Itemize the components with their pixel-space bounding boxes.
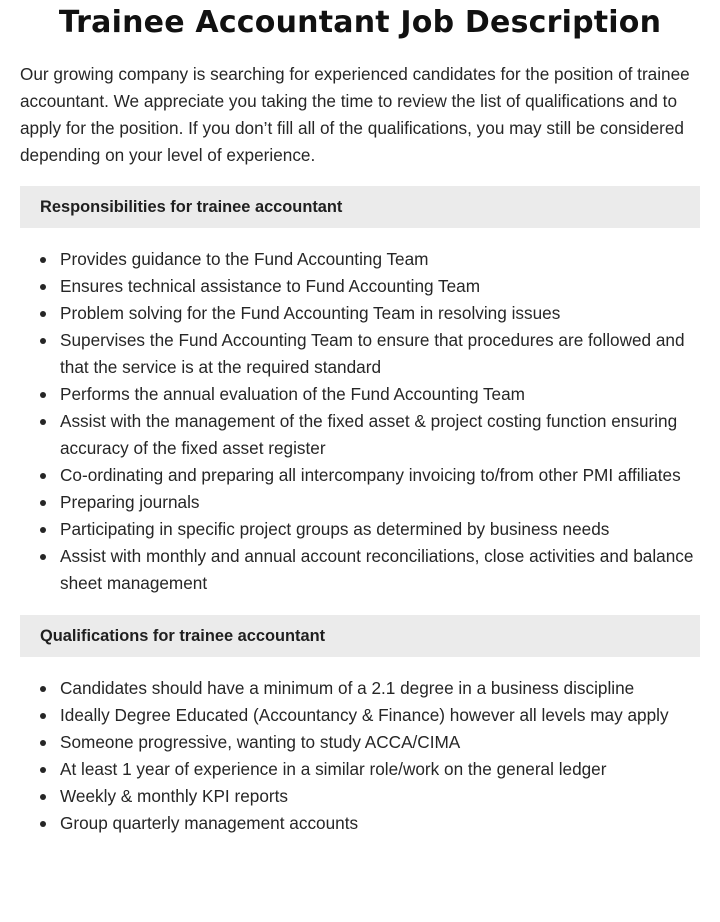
list-item: [60, 300, 700, 327]
qualifications-list: [20, 675, 700, 837]
list-item-text: Candidates should have a minimum of a 2.1 degree in a business discipline: [60, 678, 635, 698]
list-item-text: Someone progressive, wanting to study ACCA/CIMA: [60, 732, 461, 752]
list-item: [60, 543, 700, 597]
bullet-icon: [40, 821, 46, 827]
list-item: [60, 489, 700, 516]
list-item: [60, 756, 700, 783]
bullet-icon: [40, 500, 46, 506]
list-item: [60, 246, 700, 273]
bullet-icon: [40, 794, 46, 800]
bullet-icon: [40, 554, 46, 560]
list-item-text: Participating in specific project groups as determined by business needs: [60, 519, 610, 539]
list-item-text: Performs the annual evaluation of the Fund Accounting Team: [60, 384, 525, 404]
responsibilities-header: Responsibilities for trainee accountant: [20, 186, 700, 228]
list-item: [60, 381, 700, 408]
list-item-text: Preparing journals: [60, 492, 200, 512]
bullet-icon: [40, 767, 46, 773]
list-item: [60, 702, 700, 729]
intro-paragraph: Our growing company is searching for experienced candidates for the position of trainee accountant. We appreciate you taking the time to review the list of qualifications and to apply for the position. If you don’t fill all of the qualifications, you may still be considered depending on your level of experience.: [20, 64, 690, 165]
list-item: [60, 462, 700, 489]
list-item-text: At least 1 year of experience in a similar role/work on the general ledger: [60, 759, 607, 779]
list-item-text: Weekly & monthly KPI reports: [60, 786, 288, 806]
page-title: Trainee Accountant Job Description: [58, 5, 662, 40]
list-item-text: Ensures technical assistance to Fund Accounting Team: [60, 276, 481, 296]
list-item: [60, 327, 700, 381]
qualifications-header: Qualifications for trainee accountant: [20, 615, 700, 657]
list-item: [60, 783, 700, 810]
list-item-text: Assist with the management of the fixed asset & project costing function ensuring accuracy of the fixed asset register: [60, 411, 678, 458]
list-item: [60, 516, 700, 543]
bullet-icon: [40, 419, 46, 425]
bullet-icon: [40, 311, 46, 317]
bullet-icon: [40, 740, 46, 746]
list-item: [60, 729, 700, 756]
list-item-text: Group quarterly management accounts: [60, 813, 359, 833]
list-item-text: Ideally Degree Educated (Accountancy & Finance) however all levels may apply: [60, 705, 669, 725]
bullet-icon: [40, 338, 46, 344]
list-item-text: Supervises the Fund Accounting Team to ensure that procedures are followed and that the service is at the required standard: [60, 330, 685, 377]
bullet-icon: [40, 686, 46, 692]
bullet-icon: [40, 713, 46, 719]
list-item-text: Problem solving for the Fund Accounting Team in resolving issues: [60, 303, 561, 323]
list-item: [60, 810, 700, 837]
list-item-text: Co-ordinating and preparing all intercompany invoicing to/from other PMI affiliates: [60, 465, 681, 485]
list-item-text: Assist with monthly and annual account reconciliations, close activities and balance sheet management: [60, 546, 694, 593]
bullet-icon: [40, 257, 46, 263]
bullet-icon: [40, 473, 46, 479]
list-item: [60, 675, 700, 702]
bullet-icon: [40, 527, 46, 533]
list-item: [60, 273, 700, 300]
bullet-icon: [40, 392, 46, 398]
list-item: [60, 408, 700, 462]
responsibilities-list: [20, 246, 700, 597]
bullet-icon: [40, 284, 46, 290]
list-item-text: Provides guidance to the Fund Accounting Team: [60, 249, 429, 269]
